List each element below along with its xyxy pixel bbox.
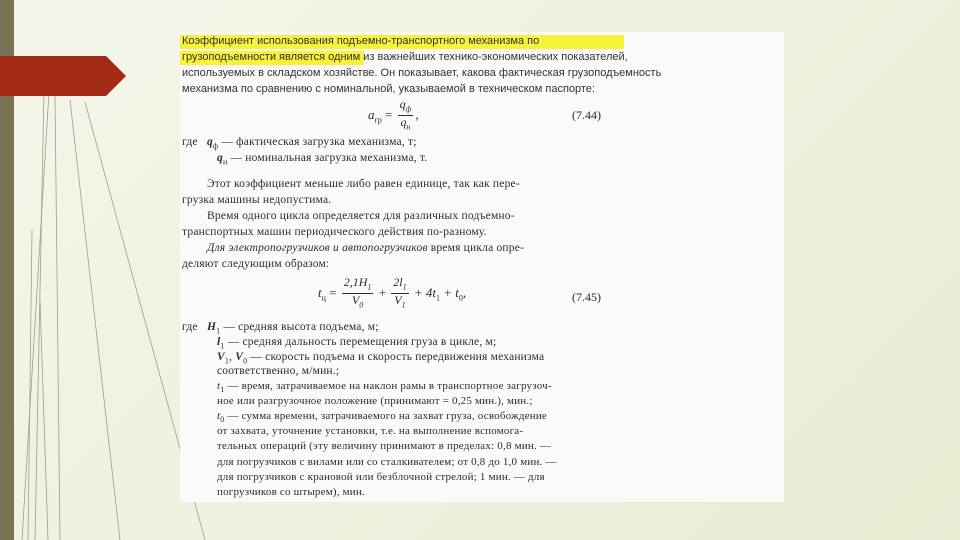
where2-line-2: [217, 336, 496, 350]
formula-7-44: [368, 98, 419, 134]
intro-line-4: механизма по сравнению с номинальной, указываемой в техническом паспорте:: [182, 83, 595, 95]
formula2-rest2: + t: [440, 284, 459, 300]
where2-line-11: для погрузчиков с крановой или безблочной стрелой; 1 мин. — для: [217, 471, 545, 483]
intro-line-1: Коэффициент использования подъемно-транспортного механизма по: [182, 35, 540, 47]
where2-l1-text: — средняя высота подъема, м;: [220, 321, 379, 333]
where1-l2-text: — номинальная загрузка механизма, т.: [227, 152, 428, 164]
formula2-plus: +: [375, 284, 390, 300]
where2-l3-symbol: V: [217, 351, 225, 363]
intro-line-2-rest: является одним из важнейших технико-экономических показателей,: [275, 51, 628, 63]
formula2-f1-den-sub: 0: [359, 300, 364, 310]
formula-7-45: [318, 276, 466, 312]
formula2-lhs-sub: ц: [321, 293, 326, 303]
formula2-f2-den: V: [394, 293, 402, 308]
where2-l5-text: — время, затрачиваемое на наклон рамы в транспортное загрузоч-: [224, 380, 552, 392]
where2-line-3: [217, 351, 544, 365]
formula2-rest1-sub: 1: [436, 293, 440, 303]
arrow-shape: [0, 56, 126, 96]
where2-l3-sub-2: 0: [243, 356, 248, 366]
where1-l2-sub: н: [222, 157, 228, 167]
where2-l3-separator: ,: [229, 351, 236, 363]
formula1-lhs: a: [368, 106, 375, 122]
where2-line-7: [217, 410, 547, 424]
where1-l2-symbol: q: [217, 152, 223, 164]
formula1-den-sub: н: [406, 122, 411, 132]
where1-l1-symbol: q: [206, 136, 213, 148]
formula2-f1-num-sub: 1: [367, 282, 372, 292]
where2-l1-symbol: H: [206, 321, 217, 333]
formula1-den: q: [400, 115, 407, 130]
intro-line-3: используемых в складском хозяйстве. Он показывает, какова фактическая грузоподъемность: [182, 67, 662, 79]
where2-l5-sub: 1: [220, 385, 225, 395]
where1-line-1: [182, 136, 417, 150]
intro-highlighted-term: грузоподъемности: [182, 51, 276, 63]
formula2-f1-den: V: [351, 293, 360, 308]
where2-line-9: тельных операций (эту величину принимают в пределах: 0,8 мин. —: [217, 440, 552, 452]
where2-l7-sub: 0: [220, 415, 225, 425]
where1-prefix: где: [182, 136, 198, 148]
formula2-fraction-1: [342, 276, 374, 312]
where1-l1-sub: ф: [212, 141, 219, 151]
formula2-eq: =: [325, 284, 340, 300]
where2-l2-text: — средняя дальность перемещения груза в цикле, м;: [224, 336, 497, 348]
where2-l3-text: — скорость подъема и скорость передвижения механизма: [247, 351, 545, 363]
formula2-rest2-sub: 0: [458, 293, 463, 303]
formula2-lhs: t: [318, 284, 322, 300]
formula2-f1-num: 2,1H: [343, 275, 368, 289]
formula1-number: (7.44): [572, 108, 601, 122]
formula1-fraction: [398, 98, 414, 134]
where2-line-10: для погрузчиков с вилами или со сталкивателем; от 0,8 до 1,0 мин. —: [217, 456, 557, 468]
where2-l2-symbol: l: [217, 336, 221, 348]
para-italic-phrase: Для электропогрузчиков и автопогрузчиков: [207, 242, 428, 254]
where2-l3-sub: 1: [224, 356, 230, 366]
formula1-tail: ,: [415, 106, 419, 122]
para-line-2: грузка машины недопустима.: [182, 194, 332, 206]
intro-line-2: [182, 51, 628, 63]
formula2-f2-den-sub: 1: [401, 300, 406, 310]
where2-l5-symbol: t: [217, 380, 221, 392]
formula2-tail: ,: [462, 284, 467, 300]
para-line-4: транспортных машин периодического действия по-разному.: [182, 226, 487, 238]
para-line-3: Время одного цикла определяется для различных подъемно-: [207, 210, 515, 222]
formula2-f2-num-sub: 1: [402, 282, 407, 292]
where2-l2-sub: 1: [220, 341, 225, 351]
formula2-f2-num: 2l: [393, 275, 403, 289]
formula2-rest1: + 4t: [410, 284, 436, 300]
where1-l1-text: — фактическая загрузка механизма, т;: [218, 136, 417, 148]
where2-line-12: погрузчиков со штырем), мин.: [217, 486, 365, 498]
where2-line-8: от захвата, уточнение установки, т.е. на выполнение вспомога-: [217, 425, 524, 437]
para-line-5-rest: время цикла опре-: [427, 242, 525, 254]
where2-l3-symbol-2: V: [235, 351, 244, 363]
where2-line-5: [217, 380, 552, 394]
formula1-num: q: [399, 97, 406, 111]
formula1-lhs-sub: гр: [374, 115, 382, 125]
formula1-num-sub: ф: [405, 104, 412, 114]
where1-line-2: [217, 152, 427, 166]
where2-line-1: [182, 321, 379, 335]
para-line-1: Этот коэффициент меньше либо равен единице, так как пере-: [207, 178, 520, 190]
where2-l7-symbol: t: [217, 410, 221, 422]
where2-line-6: ное или разгрузочное положение (принимают = 0,25 мин.), мин.;: [217, 395, 533, 407]
where2-l1-sub: 1: [216, 326, 221, 336]
formula2-fraction-2: [391, 276, 408, 312]
para-line-5: [207, 242, 524, 254]
where2-prefix: где: [182, 321, 198, 333]
formula1-eq: =: [381, 106, 396, 122]
para-line-6: деляют следующим образом:: [182, 258, 330, 270]
formula2-number: (7.45): [572, 290, 601, 304]
where2-line-4: соответственно, м/мин.;: [217, 365, 340, 377]
where2-l7-text: — сумма времени, затрачиваемого на захват груза, освобождение: [224, 410, 548, 422]
